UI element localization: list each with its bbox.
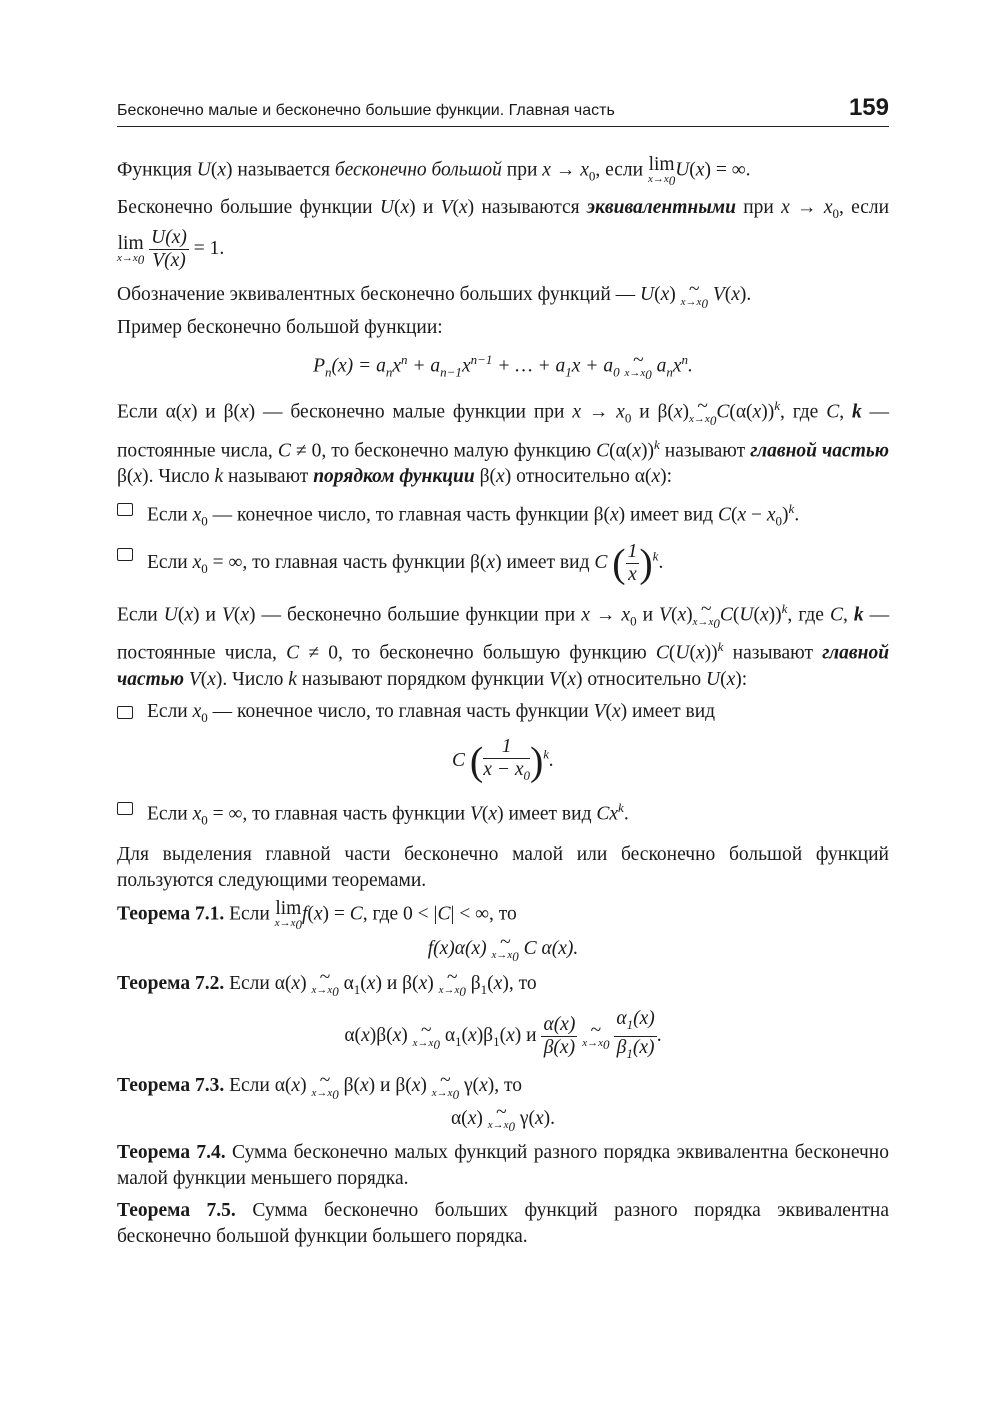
- paragraph-example: Пример бесконечно большой функции:: [117, 316, 443, 338]
- list-item: Если $x_0$ = ∞, то главная часть функции β(x) имеет вид C ( $\frac{1}{x}$ )$^k$.: [117, 541, 889, 586]
- formula-theorem-7-2: α(x)β(x) ~ $x\to x_0$ $\alpha_1(x)\beta_1(x)$ и $\frac{\alpha(x)}{\beta(x)}$ ~ $x\to x_0$ $\frac{\alpha_1(x)}{\beta_1(x)}$ .: [344, 1008, 662, 1062]
- page-body: [117, 156, 889, 1256]
- paragraph-notation: Обозначение эквивалентных бесконечно больших функций — U(x) ~ $x\to x_0$ V(x).: [117, 278, 752, 311]
- list-item: Если $x_0$ — конечное число, то главная часть функции V(x) имеет вид: [117, 699, 889, 731]
- theorem-7-1: Теорема 7.1. Если lim $x\to x_0$ f(x) = C, где 0 < |C| < ∞, то: [117, 897, 517, 932]
- running-title: Бесконечно малые и бесконечно большие функции. Главная часть: [117, 102, 615, 119]
- theorem-7-2: Теорема 7.2. Если α(x) ~ $x\to x_0$ $\alpha_1(x)$ и β(x) ~ $x\to x_0$ $\beta_1(x)$, то: [117, 966, 537, 1000]
- paragraph-principal-part-large: Если U(x) и V(x) — бесконечно большие функции при $x \to x_0$ и V(x) ~ $x\to x_0$ $C(U(x))^k$, где C, k — постоянные числа, C ≠ 0, то бесконечно большую функцию $C(U(x))^k$ называют главной частью V(x). Число k называют порядком функции V(x) относительно U(x):: [117, 598, 890, 690]
- theorem-7-5: Теорема 7.5. Сумма бесконечно больших функций разного порядка эквивалентна бесконечно большой функции большего порядка.: [117, 1200, 890, 1248]
- page-number: 159: [848, 94, 889, 121]
- theorem-7-4: Теорема 7.4. Сумма бесконечно малых функций разного порядка эквивалентна бесконечно малой функции меньшего порядка.: [117, 1142, 889, 1190]
- page-header: [117, 92, 889, 127]
- paragraph-definition-infinite: Функция U(x) называется бесконечно большой при $x \to x_0$, если lim $x\to x_0$ U(x) = ∞.: [117, 154, 751, 189]
- paragraph-theorems-intro: Для выделения главной части бесконечно малой или бесконечно большой функций пользуются следующими теоремами.: [117, 843, 889, 891]
- list-item: Если $x_0$ = ∞, то главная часть функции V(x) имеет вид Cx$^k$.: [117, 795, 889, 833]
- paragraph-principal-part-small: Если α(x) и β(x) — бесконечно малые функции при $x \to x_0$ и β(x) ~ $x\to x_0$ $C(\alpha(x))^k$, где C, k — постоянные числа, C ≠ 0, то бесконечно малую функцию $C(\alpha(x))^k$ называют главной частью β(x). Число k называют порядком функции β(x) относительно α(x):: [117, 396, 890, 488]
- checkbox-bullet-icon: [117, 503, 133, 516]
- paragraph-equivalent-definition: Бесконечно большие функции U(x) и V(x) называются эквивалентными при $x \to x_0$, если lim $x\to x_0$ $\frac{U(x)}{V(x)}$ = 1.: [117, 197, 890, 272]
- formula-polynomial: $P_n(x) = a_nx^n + a_{n-1}x^{n-1}$ + … + $a_1x + a_0$ ~ $x\to x_0$ $a_nx^n$.: [313, 349, 693, 383]
- checkbox-bullet-icon: [117, 548, 133, 561]
- checkbox-bullet-icon: [117, 802, 133, 815]
- checkbox-bullet-icon: [117, 706, 133, 719]
- formula-theorem-7-1: f(x)α(x) ~ $x\to x_0$ C α(x).: [427, 932, 579, 965]
- list-item: Если $x_0$ — конечное число, то главная часть функции β(x) имеет вид $C(x - x_0)^k$.: [117, 496, 889, 534]
- theorem-7-3: Теорема 7.3. Если α(x) ~ $x\to x_0$ β(x) и β(x) ~ $x\to x_0$ γ(x), то: [117, 1069, 522, 1102]
- formula-theorem-7-3: α(x) ~ $x\to x_0$ γ(x).: [450, 1102, 556, 1135]
- formula-principal-part-finite: C ( $\frac{1}{x - x_0}$ )$^k$.: [452, 736, 554, 784]
